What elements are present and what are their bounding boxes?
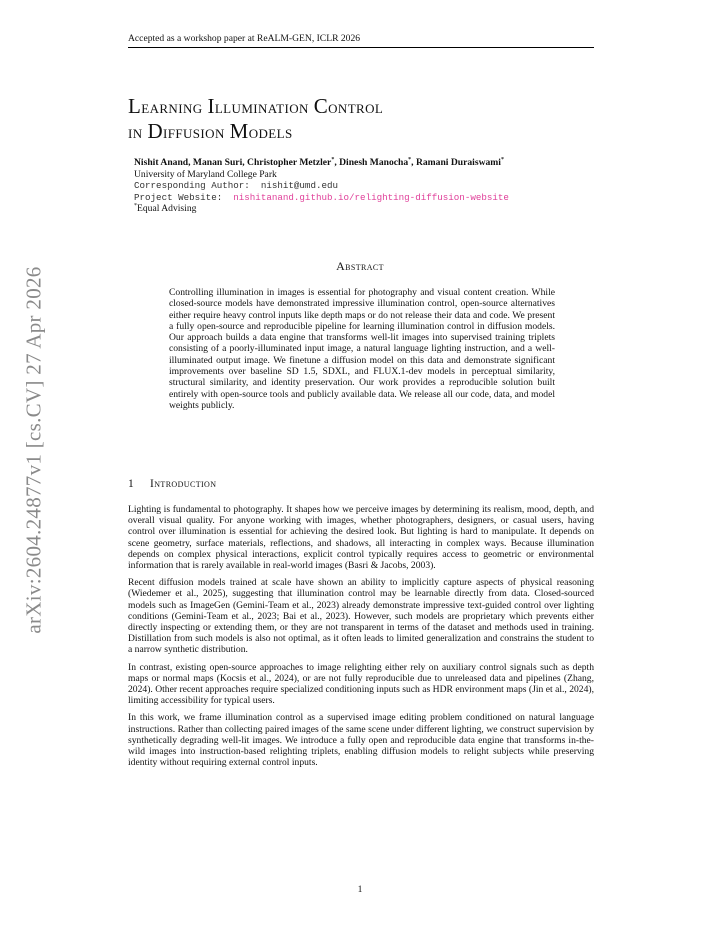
author-names: Nishit Anand, Manan Suri, Christopher Metzler*, Dinesh Manocha*, Ramani Duraiswami* bbox=[134, 156, 504, 168]
author-name: Ramani Duraiswami bbox=[415, 157, 501, 168]
author-name: Christopher Metzler bbox=[247, 157, 332, 168]
author-name: Dinesh Manocha bbox=[339, 157, 409, 168]
body-paragraph: Lighting is fundamental to photography. It shapes how we perceive images by determining its realism, mood, depth, and overall visual quality. For anyone working with images, whether photographers, designers, or casual users, having control over illumination is essential for achieving the desired look. But lighting is hard to manipulate. It depends on scene geometry, surface materials, reflections, and shadows, all interacting in complex ways. Because illumination depends on complex physical interactions, explicit control typically requires access to geometric or environmental information that is rarely available in real-world images (Basri & Jacobs, 2003). bbox=[128, 504, 594, 572]
footnote-text: Equal Advising bbox=[137, 203, 197, 215]
section-number: 1 bbox=[128, 478, 135, 490]
page-header bbox=[128, 33, 594, 48]
page-number: 1 bbox=[357, 884, 363, 895]
title-word-cap: I bbox=[207, 94, 215, 118]
body-paragraph: Recent diffusion models trained at scale have shown an ability to implicitly capture aspects of physical reasoning (Wiedemer et al., 2025), suggesting that illumination control may be learnable directly from data. Closed-sourced models such as ImageGen (Gemini-Team et al., 2023) already demonstrate impressive text-guided control over lighting conditions (Gemini-Team et al., 2023; Bai et al., 2023). However, such models are proprietary which prevents either directly inspecting or extending them, or they are not transparent in terms of the dataset and methods used in training. Distillation from such models is also not optimal, as it often leads to limited generalization and constrains the student to a narrow synthetic distribution. bbox=[128, 577, 594, 656]
title-word-cap: D bbox=[147, 119, 164, 143]
title-line-2 bbox=[128, 119, 608, 144]
section-title: Introduction bbox=[150, 478, 217, 490]
author-name: Nishit Anand bbox=[134, 157, 189, 168]
equal-advising-note bbox=[134, 203, 604, 215]
body-paragraph: In this work, we frame illumination control as a supervised image editing problem conditioned on natural language instructions. Rather than collecting paired images of the same scene under different lighting, we construct supervision by synthetically degrading well-lit images. We introduce a fully open and reproducible data engine that transforms in-the-wild images into instruction-based relighting triplets, enabling diffusion models to relight subjects while preserving identity without requiring external control inputs. bbox=[128, 712, 594, 769]
title-word-cap: L bbox=[128, 94, 142, 118]
section-heading bbox=[128, 478, 216, 490]
project-website bbox=[134, 192, 604, 204]
arxiv-sidebar-stamp: arXiv:2604.24877v1 [cs.CV] 27 Apr 2026 bbox=[21, 266, 46, 634]
title-word-rest: odels bbox=[248, 122, 293, 142]
paper-title bbox=[128, 94, 608, 144]
title-word-rest: earning bbox=[141, 97, 203, 117]
affiliation: University of Maryland College Park bbox=[134, 168, 277, 180]
title-word-cap: M bbox=[229, 119, 249, 143]
abstract-text: Controlling illumination in images is essential for photography and visual content creation. While closed-source models have demonstrated impressive illumination control, open-source alternatives either require heavy control inputs like depth maps or do not release their data and code. We present a fully open-source and reproducible pipeline for learning illumination control in diffusion models. Our approach builds a data engine that transforms well-lit images into supervised training triplets consisting of a poorly-illuminated input image, a natural language lighting instruction, and a well-illuminated output image. We finetune a diffusion model on this data and demonstrate significant improvements over baseline SD 1.5, SDXL, and FLUX.1-dev models in perceptual similarity, structural similarity, and identity preservation. Our work provides a reproducible solution built entirely with open-source tools and publicly available data. We release all our code, data, and model weights publicly. bbox=[169, 287, 555, 411]
author-mark: * bbox=[408, 156, 412, 163]
section-body bbox=[128, 504, 594, 774]
author-name: Manan Suri bbox=[192, 157, 243, 168]
website-link[interactable]: nishitanand.github.io/relighting-diffusion-website bbox=[233, 191, 509, 203]
body-paragraph: In contrast, existing open-source approaches to image relighting either rely on auxiliary control signals such as depth maps or normal maps (Kocsis et al., 2024), or are not fully reproducible due to unreleased data and pipelines (Zhang, 2024). Other recent approaches require specialized conditioning inputs such as HDR environment maps (Jin et al., 2024), limiting accessibility for typical users. bbox=[128, 661, 594, 707]
venue-note: Accepted as a workshop paper at ReALM-GEN, ICLR 2026 bbox=[128, 33, 361, 44]
title-word-cap: C bbox=[313, 94, 329, 118]
title-word-rest: ontrol bbox=[328, 97, 384, 117]
author-mark: * bbox=[331, 156, 335, 163]
corresponding-author bbox=[134, 180, 604, 192]
title-word-rest: llumination bbox=[214, 97, 309, 117]
title-word-cap: in bbox=[128, 122, 143, 142]
abstract-heading: Abstract bbox=[336, 259, 384, 273]
corresponding-email[interactable]: nishit@umd.edu bbox=[260, 180, 339, 192]
title-line-1 bbox=[128, 94, 608, 119]
corresponding-label: Corresponding Author: bbox=[134, 180, 250, 192]
footnote-mark: * bbox=[134, 203, 137, 210]
website-label: Project Website: bbox=[134, 191, 223, 203]
author-block bbox=[134, 157, 604, 215]
author-mark: * bbox=[500, 156, 504, 163]
title-word-rest: iffusion bbox=[163, 122, 225, 142]
